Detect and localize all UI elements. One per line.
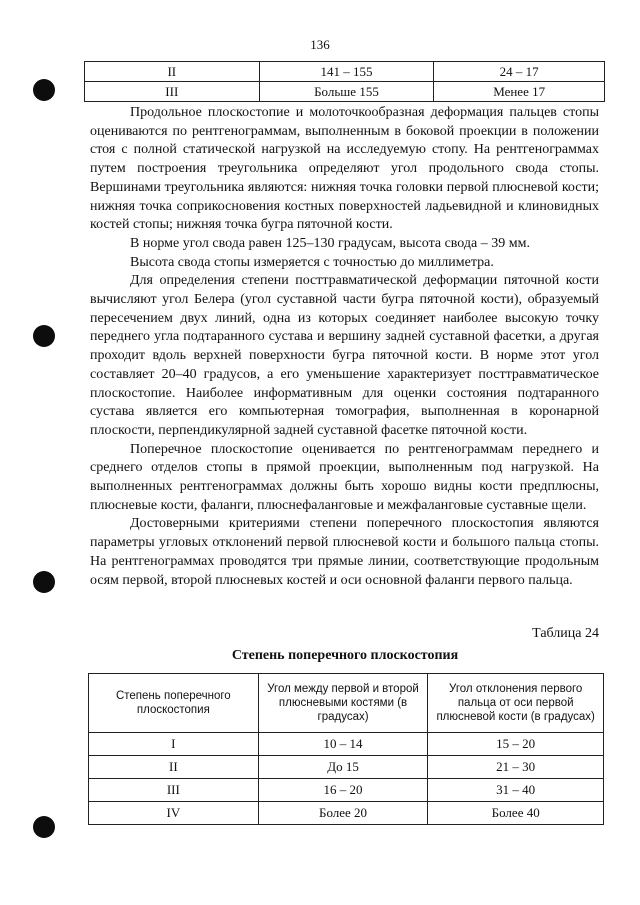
- table-row: [89, 802, 604, 825]
- binder-hole-3: [33, 571, 55, 593]
- body-text: [90, 104, 599, 590]
- table-cell: IV: [89, 802, 259, 825]
- table-cell: 15 – 20: [428, 733, 604, 756]
- table-cell: Менее 17: [434, 82, 605, 102]
- table-label: Таблица 24: [532, 626, 599, 641]
- table-cell: Более 40: [428, 802, 604, 825]
- table-cell: III: [89, 779, 259, 802]
- table-cell: I: [89, 733, 259, 756]
- table-cell: III: [85, 82, 260, 102]
- table-row: [89, 779, 604, 802]
- paragraph: Достоверными критериями степени поперечного плоскостопия являются параметры угловых отклонений первой плюсневой кости и большого пальца стопы. На рентгенограммах проводятся три прямые линии, соответствующие продольным осям первой, второй плюсневых костей и оси основной фаланги первого пальца.: [90, 516, 599, 588]
- table-cell: 10 – 14: [258, 733, 428, 756]
- column-header: Угол между первой и второй плюсневыми костями (в градусах): [258, 674, 428, 733]
- binder-hole-1: [33, 79, 55, 101]
- column-header: Угол отклонения первого пальца от оси первой плюсневой кости (в градусах): [428, 674, 604, 733]
- table-cell: II: [85, 62, 260, 82]
- table-cell: 16 – 20: [258, 779, 428, 802]
- column-header: Степень поперечного плоскостопия: [89, 674, 259, 733]
- table-title: Степень поперечного плоскостопия: [231, 648, 459, 663]
- binder-hole-2: [33, 325, 55, 347]
- table-cell: II: [89, 756, 259, 779]
- table-cell: 21 – 30: [428, 756, 604, 779]
- table-row: [85, 62, 605, 82]
- paragraph: Для определения степени посттравматической деформации пяточной кости вычисляют угол Белера (угол суставной части бугра пяточной кости), образуемый пересечением двух линий, одна из которых соединяет наиболее высокую точку переднего угла подтаранного сустава и вершину задней суставной фасетки, а другая проходит вдоль верхней поверхности бугра пяточной кости. В норме этот угол составляет 20–40 градусов, а его уменьшение характеризует посттравматическое плоскостопие. Наиболее информативным для оценки состояния подтаранного сустава является его компьютерная томография, выполненная в коронарной плоскости, перпендикулярной задней суставной фасетке пяточной кости.: [90, 273, 599, 438]
- table-row: [89, 733, 604, 756]
- binder-hole-4: [33, 816, 55, 838]
- paragraph: Высота свода стопы измеряется с точностью до миллиметра.: [130, 254, 494, 270]
- table-cell: 24 – 17: [434, 62, 605, 82]
- table-cell: До 15: [258, 756, 428, 779]
- table-cell: Больше 155: [259, 82, 434, 102]
- paragraph: Продольное плоскостопие и молоточкообразная деформация пальцев стопы оцениваются по рентгенограммам, выполненным в боковой проекции в положении стоя с полной статической нагрузкой на исследуемую стопу. На рентгенограммах путем построения треугольника определяют угол продольного свода стопы. Вершинами треугольника являются: нижняя точка головки первой плюсневой кости; нижняя точка соприкосновения костных поверхностей ладьевидной и клиновидных костей стопы; нижняя точка бугра пяточной кости.: [90, 105, 599, 233]
- table-row: [89, 756, 604, 779]
- table-header-row: [89, 674, 604, 733]
- paragraph: В норме угол свода равен 125–130 градусам, высота свода – 39 мм.: [130, 235, 530, 251]
- table-cell: Более 20: [258, 802, 428, 825]
- page-number: 136: [310, 37, 330, 52]
- table-row: [85, 82, 605, 102]
- table-cell: 141 – 155: [259, 62, 434, 82]
- continued-table: [84, 61, 605, 102]
- table-cell: 31 – 40: [428, 779, 604, 802]
- degree-table: [88, 673, 604, 825]
- paragraph: Поперечное плоскостопие оценивается по рентгенограммам переднего и среднего отделов стопы в прямой проекции, выполненным под нагрузкой. На выполненных рентгенограммах должны быть хорошо видны кости предплюсны, плюсневые кости, фаланги, плюснефаланговые и межфаланговые суставные щели.: [90, 441, 599, 513]
